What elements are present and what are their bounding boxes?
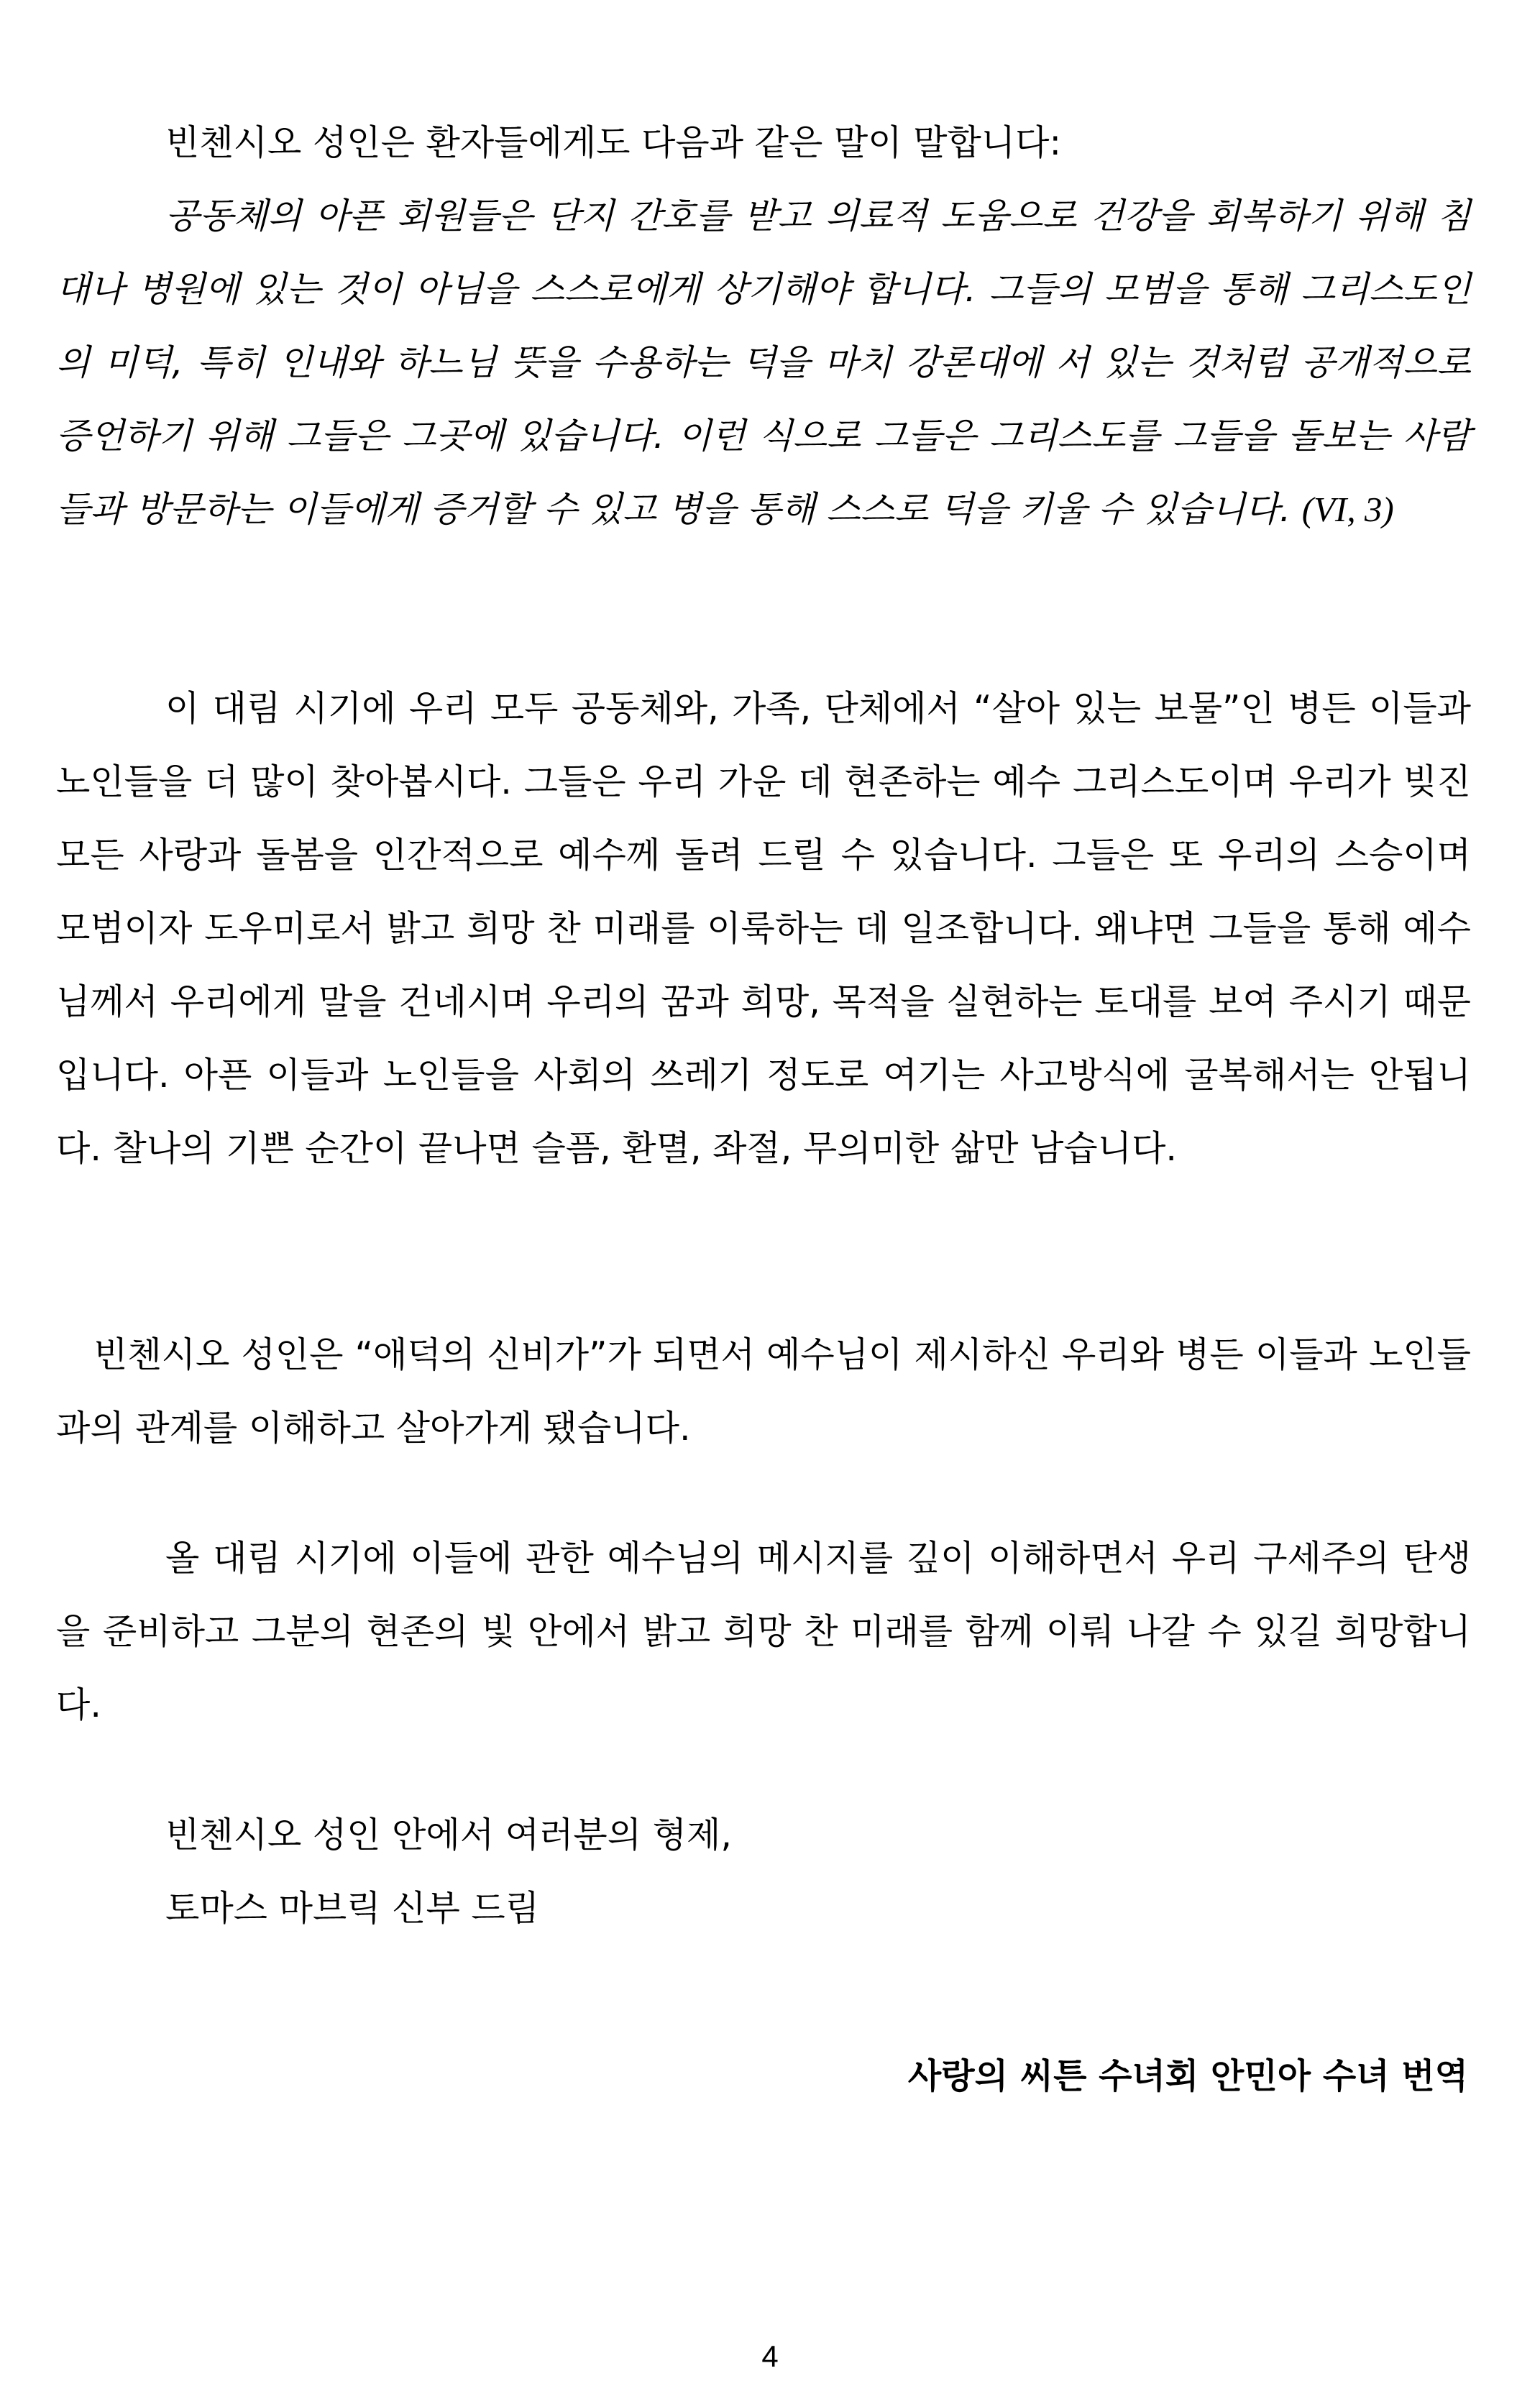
mystic-section — [56, 1318, 1471, 1465]
hope-section — [56, 1522, 1471, 1742]
closing-greeting: 빈첸시오 성인 안에서 여러분의 형제, — [165, 1815, 732, 1855]
quote-citation: (VI, 3) — [1301, 490, 1394, 529]
quote-text: 공동체의 아픈 회원들은 단지 간호를 받고 의료적 도움으로 건강을 회복하기 위해 침대나 병원에 있는 것이 아님을 스스로에게 상기해야 합니다. 그들의 모범을 통해 그리스도인의 미덕, 특히 인내와 하느님 뜻을 수용하는 덕을 마치 강론대에 서 있는 것처럼 공개적으로 증언하기 위해 그들은 그곳에 있습니다. 이런 식으로 그들은 그리스도를 그들을 돌보는 사람들과 방문하는 이들에게 증거할 수 있고 병을 통해 스스로 덕을 키울 수 있습니다. — [56, 196, 1471, 530]
quote-paragraph — [56, 180, 1471, 546]
advent-visit-section — [56, 672, 1471, 1185]
quote-section — [56, 106, 1471, 546]
closing-signature: 토마스 마브릭 신부 드림 — [165, 1888, 540, 1929]
page-number: 4 — [761, 2339, 779, 2373]
mystic-paragraph: 빈첸시오 성인은 “애덕의 신비가”가 되면서 예수님이 제시하신 우리와 병든 이들과 노인들과의 관계를 이해하고 살아가게 됐습니다. — [56, 1334, 1471, 1449]
hope-paragraph: 올 대림 시기에 이들에 관한 예수님의 메시지를 깊이 이해하면서 우리 구세주의 탄생을 준비하고 그분의 현존의 빛 안에서 밝고 희망 찬 미래를 함께 이뤄 나갈 수 있길 희망합니다. — [56, 1538, 1471, 1725]
translator-credit: 사랑의 씨튼 수녀회 안민아 수녀 번역 — [907, 2056, 1468, 2096]
intro-paragraph: 빈첸시오 성인은 환자들에게도 다음과 같은 말이 말합니다: — [165, 122, 1061, 163]
advent-visit-paragraph: 이 대림 시기에 우리 모두 공동체와, 가족, 단체에서 “살아 있는 보물”인 병든 이들과 노인들을 더 많이 찾아봅시다. 그들은 우리 가운 데 현존하는 예수 그리스도이며 우리가 빚진 모든 사랑과 돌봄을 인간적으로 예수께 돌려 드릴 수 있습니다. 그들은 또 우리의 스승이며 모범이자 도우미로서 밝고 희망 찬 미래를 이룩하는 데 일조합니다. 왜냐면 그들을 통해 예수님께서 우리에게 말을 건네시며 우리의 꿈과 희망, 목적을 실현하는 토대를 보여 주시기 때문입니다. 아픈 이들과 노인들을 사회의 쓰레기 정도로 여기는 사고방식에 굴복해서는 안됩니다. 찰나의 기쁜 순간이 끝나면 슬픔, 환멸, 좌절, 무의미한 삶만 남습니다. — [56, 688, 1471, 1169]
